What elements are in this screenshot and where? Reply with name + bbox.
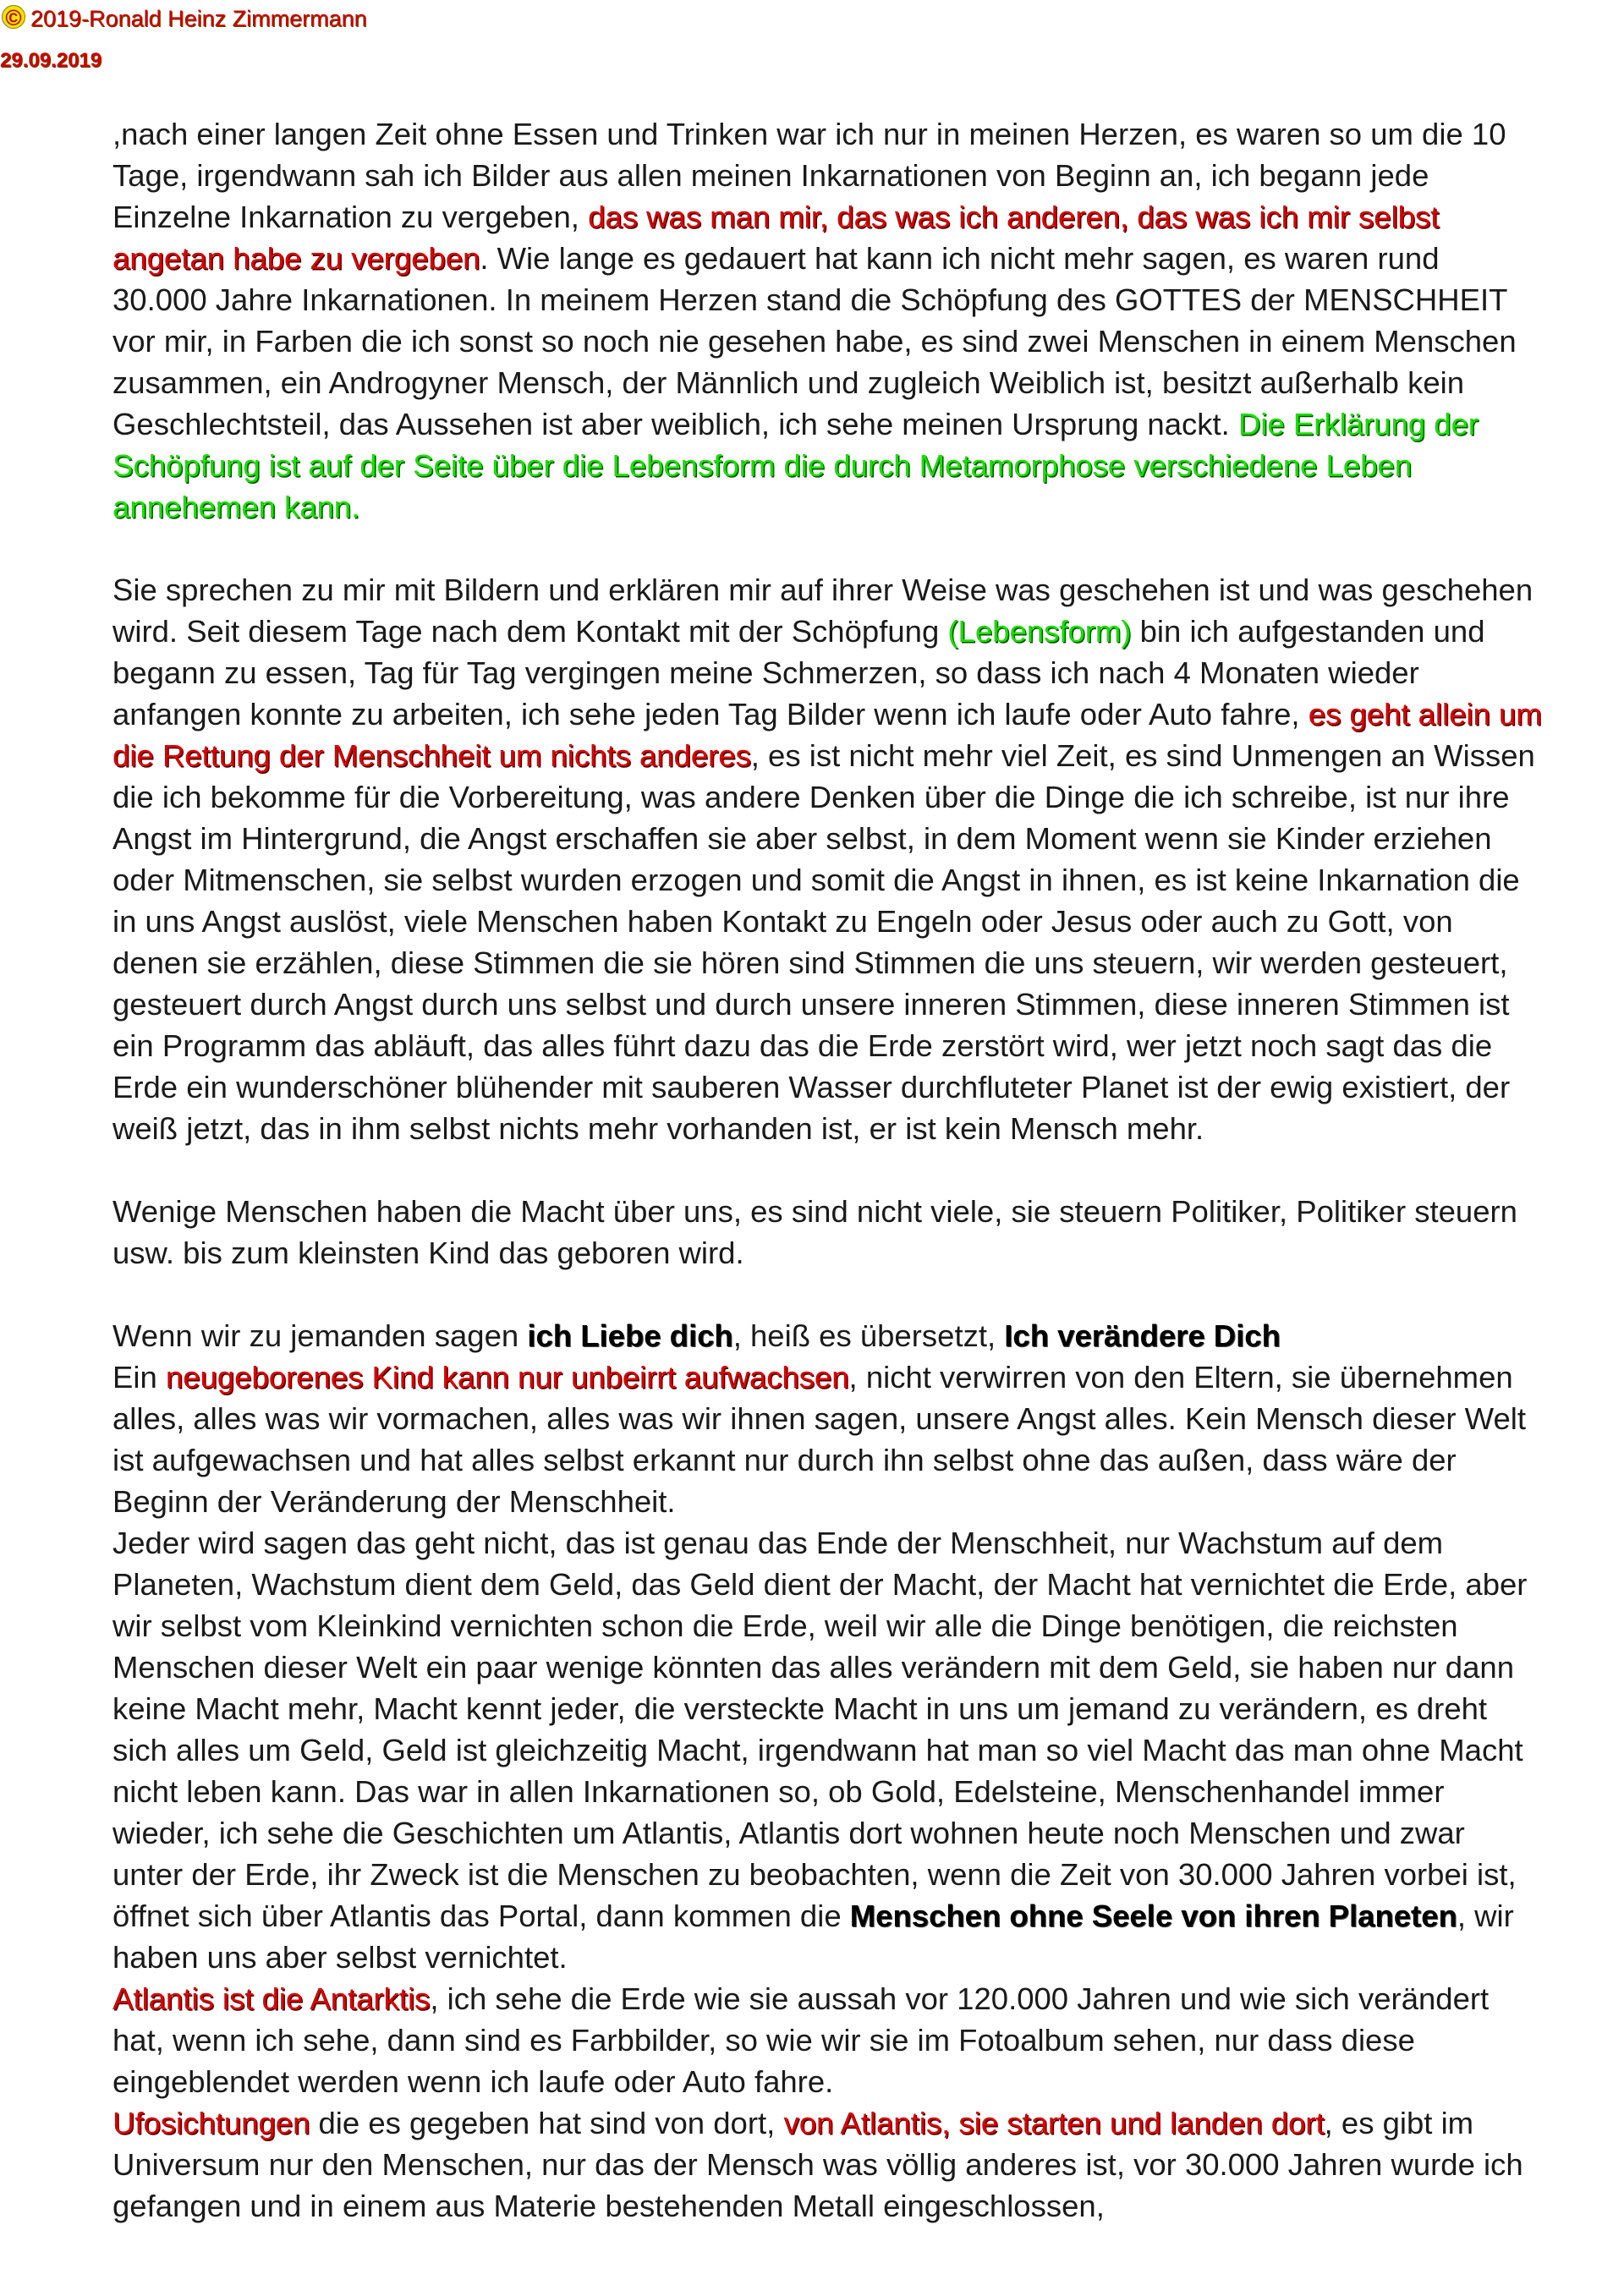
text: die es gegeben hat sind von dort, [310, 2106, 784, 2140]
text: , wir haben uns aber selbst vernichtet. [112, 1899, 1514, 1975]
paragraph-7 [112, 2102, 1542, 2227]
text: Ein [112, 1360, 166, 1395]
red-highlight: Atlantis ist die Antarktis [112, 1981, 431, 2016]
green-highlight: Die Erklärung der Schöpfung ist auf der Seite über die Lebensform die durch Metamorphose verschiedene Leben annehemen kann. [112, 407, 1479, 524]
text: , heiß es übersetzt, [732, 1318, 1005, 1353]
paragraph-3: Wenige Menschen haben die Macht über uns, es sind nicht viele, sie steuern Politiker, Politiker steuern usw. bis zum kleinsten Kind das geboren wird. [112, 1194, 1517, 1270]
text: , nicht verwirren von den Eltern, sie übernehmen alles, alles was wir vormachen, alles was wir ihnen sagen, unsere Angst alles. Kein Mensch dieser Welt ist aufgewachsen und hat alles selbst erkannt nur durch ihn selbst ohne das außen, dass wäre der Beginn der Veränderung der Menschheit. [112, 1360, 1526, 1519]
red-highlight: das was man mir, das was ich anderen, das was ich mir selbst angetan habe zu vergeben [112, 200, 1440, 276]
paragraph-5 [112, 1522, 1542, 1978]
red-highlight: Ufosichtungen [112, 2106, 310, 2140]
text: , es ist nicht mehr viel Zeit, es sind Unmengen an Wissen die ich bekomme für die Vorbereitung, was andere Denken über die Dinge die ich schreibe, ist nur ihre Angst im Hintergrund, die Angst erschaffen sie aber selbst, in dem Moment wenn sie Kinder erziehen oder Mitmenschen, sie selbst wurden erzogen und somit die Angst in ihnen, es ist keine Inkarnation die in uns Angst auslöst, viele Menschen haben Kontakt zu Engeln oder Jesus oder auch zu Gott, von denen sie erzählen, diese Stimmen die sie hören sind Stimmen die uns steuern, wir werden gesteuert, gesteuert durch Angst durch uns selbst und durch unsere inneren Stimmen, diese inneren Stimmen ist ein Programm das abläuft, das alles führt dazu das die Erde zerstört wird, wer jetzt noch sagt das die Erde ein wunderschöner blühender mit sauberen Wasser durchfluteter Planet ist der ewig existiert, der weiß jetzt, das in ihm selbst nichts mehr vorhanden ist, er ist kein Mensch mehr. [112, 738, 1535, 1146]
text: Wenn wir zu jemanden sagen [112, 1318, 528, 1353]
copyright-icon: © [2, 5, 25, 29]
paragraph-4 [112, 1315, 1542, 1522]
text: Sie sprechen zu mir mit Bildern und erklären mir auf ihrer Weise was geschehen ist und was geschehen wird. Seit diesem Tage nach dem Kontakt mit der Schöpfung [112, 573, 1533, 649]
document-date: 29.09.2019 [0, 49, 102, 72]
text: , es gibt im Universum nur den Menschen, nur das der Mensch was völlig anderes ist, vor 30.000 Jahren wurde ich gefangen und in einem aus Materie bestehenden Metall eingeschlossen, [112, 2106, 1523, 2223]
bold-phrase: Ich verändere Dich [1004, 1318, 1281, 1353]
paragraph-1 [112, 113, 1542, 528]
text: , ich sehe die Erde wie sie aussah vor 120.000 Jahren und wie sich verändert hat, wenn ich sehe, dann sind es Farbbilder, so wie wir sie im Fotoalbum sehen, nur dass diese eingeblendet werden wenn ich laufe oder Auto fahre. [112, 1981, 1490, 2099]
red-highlight: es geht allein um die Rettung der Menschheit um nichts anderes [112, 697, 1542, 773]
paragraph-6 [112, 1978, 1542, 2102]
green-highlight: (Lebensform) [947, 614, 1132, 649]
text: ,nach einer langen Zeit ohne Essen und Trinken war ich nur in meinen Herzen, es waren so um die 10 Tage, irgendwann sah ich Bilder aus allen meinen Inkarnationen von Beginn an, ich begann jede Einzelne Inkarnation zu vergeben, [112, 117, 1506, 234]
copyright-text: 2019-Ronald Heinz Zimmermann [30, 6, 367, 31]
text: Jeder wird sagen das geht nicht, das ist genau das Ende der Menschheit, nur Wachstum auf dem Planeten, Wachstum dient dem Geld, das Geld dient der Macht, der Macht hat vernichtet die Erde, aber wir selbst vom Kleinkind vernichten schon die Erde, weil wir alle die Dinge benötigen, die reichsten Menschen dieser Welt ein paar wenige könnten das alles verändern mit dem Geld, sie haben nur dann keine Macht mehr, Macht kennt jeder, die versteckte Macht in uns um jemand zu verändern, es dreht sich alles um Geld, Geld ist gleichzeitig Macht, irgendwann hat man so viel Macht das man ohne Macht nicht leben kann. Das war in allen Inkarnationen so, ob Gold, Edelsteine, Menschenhandel immer wieder, ich sehe die Geschichten um Atlantis, Atlantis dort wohnen heute noch Menschen und zwar unter der Erde, ihr Zweck ist die Menschen zu beobachten, wenn die Zeit von 30.000 Jahren vorbei ist, öffnet sich über Atlantis das Portal, dann kommen die [112, 1526, 1528, 1933]
bold-phrase: Menschen ohne Seele von ihren Planeten [849, 1899, 1457, 1933]
copyright-line [2, 5, 367, 32]
text: . Wie lange es gedauert hat kann ich nicht mehr sagen, es waren rund 30.000 Jahre Inkarnationen. In meinem Herzen stand die Schöpfung des GOTTES der MENSCHHEIT vor mir, in Farben die ich sonst so noch nie gesehen habe, es sind zwei Menschen in einem Menschen zusammen, ein Androgyner Mensch, der Männlich und zugleich Weiblich ist, besitzt außerhalb kein Geschlechtsteil, das Aussehen ist aber weiblich, ich sehe meinen Ursprung nackt. [112, 241, 1517, 441]
red-highlight: von Atlantis, sie starten und landen dort [783, 2106, 1325, 2140]
paragraph-2 [112, 569, 1542, 1149]
document-body [112, 113, 1542, 2227]
bold-phrase: ich Liebe dich [527, 1318, 733, 1353]
text: bin ich aufgestanden und begann zu essen, Tag für Tag vergingen meine Schmerzen, so dass ich nach 4 Monaten wieder anfangen konnte zu arbeiten, ich sehe jeden Tag Bilder wenn ich laufe oder Auto fahre, [112, 614, 1485, 732]
red-highlight: neugeborenes Kind kann nur unbeirrt aufwachsen [165, 1360, 849, 1395]
